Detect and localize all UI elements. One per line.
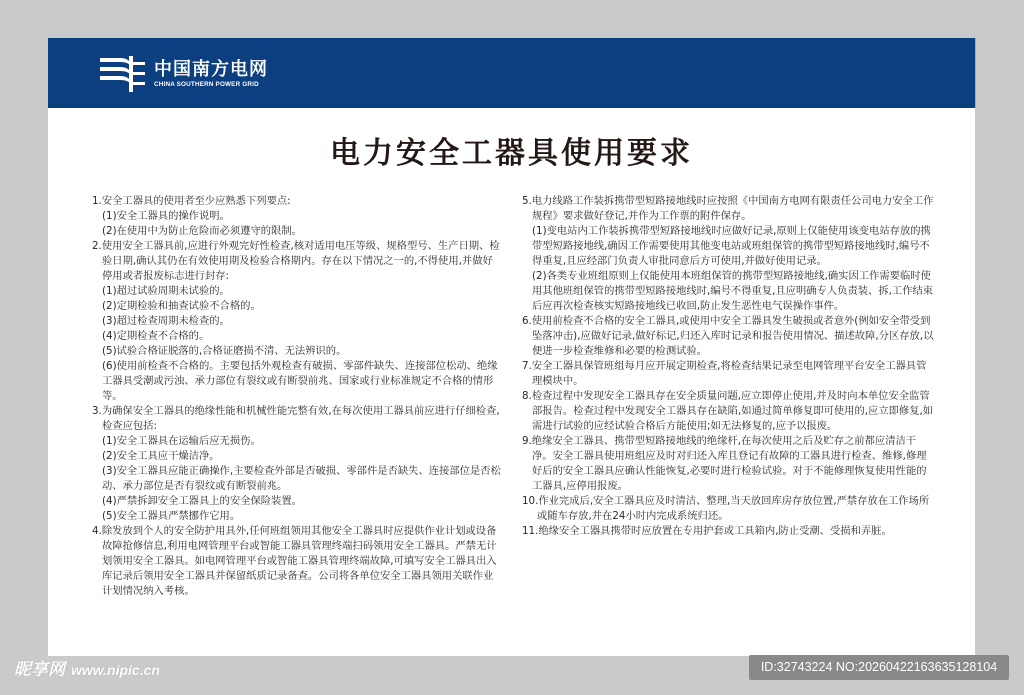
rule-text: 10.作业完成后,安全工器具应及时清洁、整理,当天放回库房存放位置,严禁存放在工作场所或随车存放,并在24小时内完成系统归还。	[522, 495, 930, 522]
rule-item-6	[522, 314, 934, 359]
rule-sub-item: (1)安全工器具在运输后应无损伤。	[102, 435, 261, 447]
rule-text: 4.除发放到个人的安全防护用具外,任何班组领用其他安全工器具时应提供作业计划或设备故障抢修信息,利用电网管理平台或智能工器具管理终端扫码领用安全工器具。严禁无计划领用安全工器具。如电网管理平台或智能工器具管理终端故障,可填写安全工器具出入库记录后领用安全工器具并保留纸质记录备查。公司将各单位安全工器具领用关联作业计划情况纳入考核。	[92, 525, 497, 597]
rule-item-8	[522, 389, 934, 434]
rule-text: 8.检查过程中发现安全工器具存在安全质量问题,应立即停止使用,并及时向本单位安全监管部报告。检查过程中发现安全工器具存在缺陷,如通过简单修复即可使用的,应立即修复,如需进行试验的应经试验合格后方能使用;如无法修复的,应予以报废。	[522, 390, 934, 432]
rule-sub-item: (4)严禁拆卸安全工器具上的安全保险装置。	[102, 495, 302, 507]
rule-sub-item: (5)试验合格证脱落的,合格证磨损不清、无法辨识的。	[102, 345, 347, 357]
rule-sub-item: (4)定期检查不合格的。	[102, 330, 210, 342]
rule-text: 7.安全工器具保管班组每月应开展定期检查,将检查结果记录至电网管理平台安全工器具管理模块中。	[522, 360, 927, 387]
rule-item-2	[92, 239, 502, 404]
rule-sub-item: (3)安全工器具应能正确操作,主要检查外部是否破损、零部件是否缺失、连接部位是否松动、承力部位是否有裂纹或有断裂前兆。	[102, 465, 501, 492]
site-watermark	[14, 655, 160, 680]
rule-sub-item: (2)在使用中为防止危险而必须遵守的限制。	[102, 225, 302, 237]
right-column	[522, 194, 934, 539]
rule-item-1	[92, 194, 502, 239]
image-id-badge: ID:32743224 NO:20260422163635128104	[749, 655, 1009, 680]
header-banner	[48, 38, 976, 108]
rule-text: 1.安全工器具的使用者至少应熟悉下列要点:	[92, 195, 291, 207]
rule-item-4	[92, 524, 502, 599]
rule-sub-item: (6)使用前检查不合格的。主要包括外观检查有破损、零部件缺失、连接部位松动、绝缘工器具受潮或污浊、承力部位有裂纹或有断裂前兆、国家或行业标准规定不合格的情形等。	[102, 360, 498, 402]
rule-sub-item: (1)超过试验周期未试验的。	[102, 285, 230, 297]
rule-item-9	[522, 434, 934, 494]
rule-sub-item: (3)超过检查周期未检查的。	[102, 315, 230, 327]
left-column	[92, 194, 502, 599]
rule-sub-item: (2)定期检验和抽查试验不合格的。	[102, 300, 261, 312]
rule-sub-item: (1)变电站内工作装拆携带型短路接地线时应做好记录,原则上仅能使用该变电站存放的携带型短路接地线,确因工作需要使用其他变电站或班组保管的携带型短路接地线时,编号不得重复,且应经部门负责人审批同意后方可使用,并做好使用记录。	[532, 225, 931, 267]
rule-item-5	[522, 194, 934, 314]
watermark-site-url: www.nipic.cn	[71, 662, 160, 678]
rule-text: 3.为确保安全工器具的绝缘性能和机械性能完整有效,在每次使用工器具前应进行仔细检查,检查应包括:	[92, 405, 500, 432]
rule-item-10	[522, 494, 934, 524]
rule-text: 11.绝缘安全工器具携带时应放置在专用护套或工具箱内,防止受潮、受损和弄脏。	[522, 525, 892, 537]
rule-item-7	[522, 359, 934, 389]
rule-sub-item: (1)安全工器具的操作说明。	[102, 210, 230, 222]
rule-item-3	[92, 404, 502, 524]
logo-english-name: CHINA SOUTHERN POWER GRID	[154, 81, 259, 88]
rule-sub-item: (2)安全工具应干燥洁净。	[102, 450, 220, 462]
rule-sub-item: (2)各类专业班组原则上仅能使用本班组保管的携带型短路接地线,确实因工作需要临时使用其他班组保管的携带型短路接地线时,编号不得重复,且应明确专人负责装、拆,工作结束后应再次检查核实短路接地线已收回,防止发生恶性电气误操作事件。	[532, 270, 934, 312]
rule-item-11	[522, 524, 934, 539]
rule-text: 9.绝缘安全工器具、携带型短路接地线的绝缘杆,在每次使用之后及贮存之前都应清洁干净。安全工器具使用班组应及时对归还入库且登记有故障的工器具进行检查、维修,修理好后的安全工器具应确认性能恢复,必要时进行检验试验。对于不能修理恢复使用性能的工器具,应停用报废。	[522, 435, 927, 492]
rule-text: 5.电力线路工作装拆携带型短路接地线时应按照《中国南方电网有限责任公司电力安全工作规程》要求做好登记,并作为工作票的附件保存。	[522, 195, 934, 222]
company-logo	[100, 54, 268, 94]
page-title: 电力安全工器具使用要求	[330, 136, 693, 171]
rule-text: 2.使用安全工器具前,应进行外观完好性检查,核对适用电压等级、规格型号、生产日期、检验日期,确认其仍在有效使用期及检验合格期内。存在以下情况之一的,不得使用,并做好停用或者报废标志进行封存:	[92, 240, 500, 282]
watermark-site-name: 昵享网	[14, 660, 65, 680]
logo-chinese-name: 中国南方电网	[154, 59, 268, 80]
safety-notice-board	[48, 38, 975, 656]
rule-text: 6.使用前检查不合格的安全工器具,或使用中安全工器具发生破损或者意外(例如安全带受到坠落冲击),应做好记录,做好标记,归还入库时记录和报告使用情况、描述故障,分区存放,以便进一步检查维修和必要的检测试验。	[522, 315, 934, 357]
rule-sub-item: (5)安全工器具严禁挪作它用。	[102, 510, 241, 522]
china-southern-power-grid-logo-icon	[100, 56, 146, 92]
